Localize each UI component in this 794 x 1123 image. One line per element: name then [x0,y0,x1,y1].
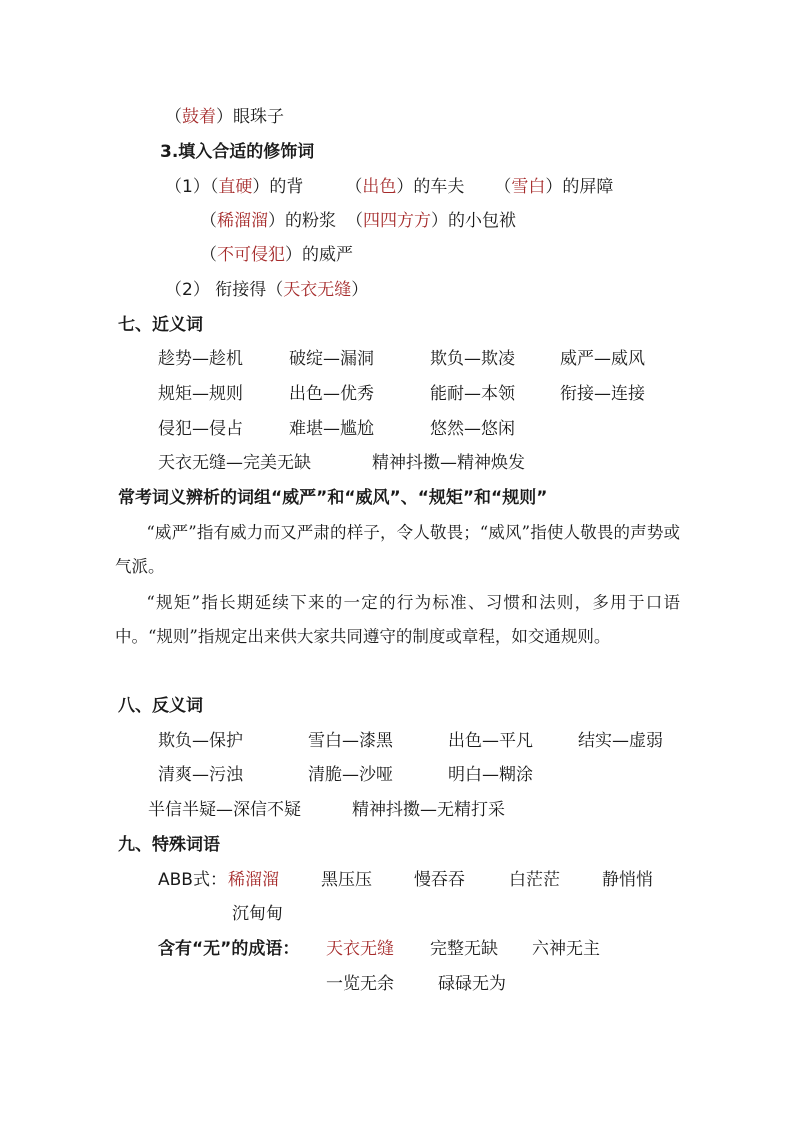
abb-word: 白茫茫 [509,870,560,890]
word-pair: 出色—平凡 [448,731,533,751]
wu-idiom: 完整无缺 [430,939,498,959]
word-pair: 欺负—保护 [158,731,243,751]
word-pair: 悠然—悠闲 [430,419,515,439]
abb-red-word: 稀溜溜 [228,870,279,890]
word-pair: 清爽—污浊 [158,765,243,785]
word-pair: 雪白—漆黑 [308,731,393,751]
word-pair: 能耐—本领 [430,384,515,404]
antonyms-heading: 八、反义词 [118,696,203,716]
word-pair: 威严—威风 [560,349,645,369]
abb-word: 静悄悄 [602,870,653,890]
modifier-line-4: （2） 衔接得（天衣无缝） [165,280,369,300]
answer-word: 雪白 [511,177,546,197]
wu-label: 含有“无”的成语： [158,939,300,959]
special-words-heading: 九、特殊词语 [118,835,220,855]
abb-word: 黑压压 [321,870,372,890]
word-pair: 出色—优秀 [289,384,374,404]
answer-line-guzhe: （鼓着）眼珠子 [165,107,284,127]
word-pair: 半信半疑—深信不疑 [148,800,301,820]
word-pair: 精神抖擞—无精打采 [352,800,505,820]
abb-word: 沉甸甸 [232,904,283,924]
word-pair: 难堪—尴尬 [289,419,374,439]
analysis-paragraph-1: “威严”指有威力而又严肃的样子，令人敬畏；“威风”指使人敬畏的声势或气派。 [115,523,680,576]
section-3-title: 3.填入合适的修饰词 [160,142,315,162]
abb-label: ABB式： [158,870,227,890]
word-pair: 破绽—漏洞 [289,349,374,369]
word-pair: 天衣无缝—完美无缺 [158,453,311,473]
modifier-line-1: （1）（直硬）的背 （出色）的车夫 （雪白）的屏障 [165,177,614,197]
analysis-paragraph-2: “规矩”指长期延续下来的一定的行为标准、习惯和法则，多用于口语中。“规则”指规定出来供大家共同遵守的制度或章程，如交通规则。 [115,593,680,646]
analysis-heading: 常考词义辨析的词组“威严”和“威风”、“规矩”和“规则” [118,488,548,508]
answer-word: 稀溜溜 [217,211,268,231]
answer-word: 直硬 [218,177,253,197]
wu-red-idiom: 天衣无缝 [326,939,394,959]
word-pair: 欺负—欺凌 [430,349,515,369]
answer-word: 四四方方 [363,211,431,231]
word-pair: 精神抖擞—精神焕发 [372,453,525,473]
answer-word: 出色 [362,177,397,197]
word-pair: 规矩—规则 [158,384,243,404]
word-pair: 结实—虚弱 [578,731,663,751]
answer-word: 不可侵犯 [217,245,285,265]
word-pair: 衔接—连接 [560,384,645,404]
synonyms-heading: 七、近义词 [118,315,203,335]
wu-idiom: 碌碌无为 [438,974,506,994]
answer-word: 鼓着 [182,107,216,127]
wu-idiom: 六神无主 [532,939,600,959]
abb-word: 慢吞吞 [414,870,465,890]
wu-idiom: 一览无余 [326,974,394,994]
answer-word: 天衣无缝 [283,280,352,300]
modifier-line-2: （稀溜溜）的粉浆 （四四方方）的小包袱 [200,211,516,231]
word-pair: 侵犯—侵占 [158,419,243,439]
word-pair: 趁势—趁机 [158,349,243,369]
word-pair: 清脆—沙哑 [308,765,393,785]
word-pair: 明白—糊涂 [448,765,533,785]
modifier-line-3: （不可侵犯）的威严 [200,245,353,265]
